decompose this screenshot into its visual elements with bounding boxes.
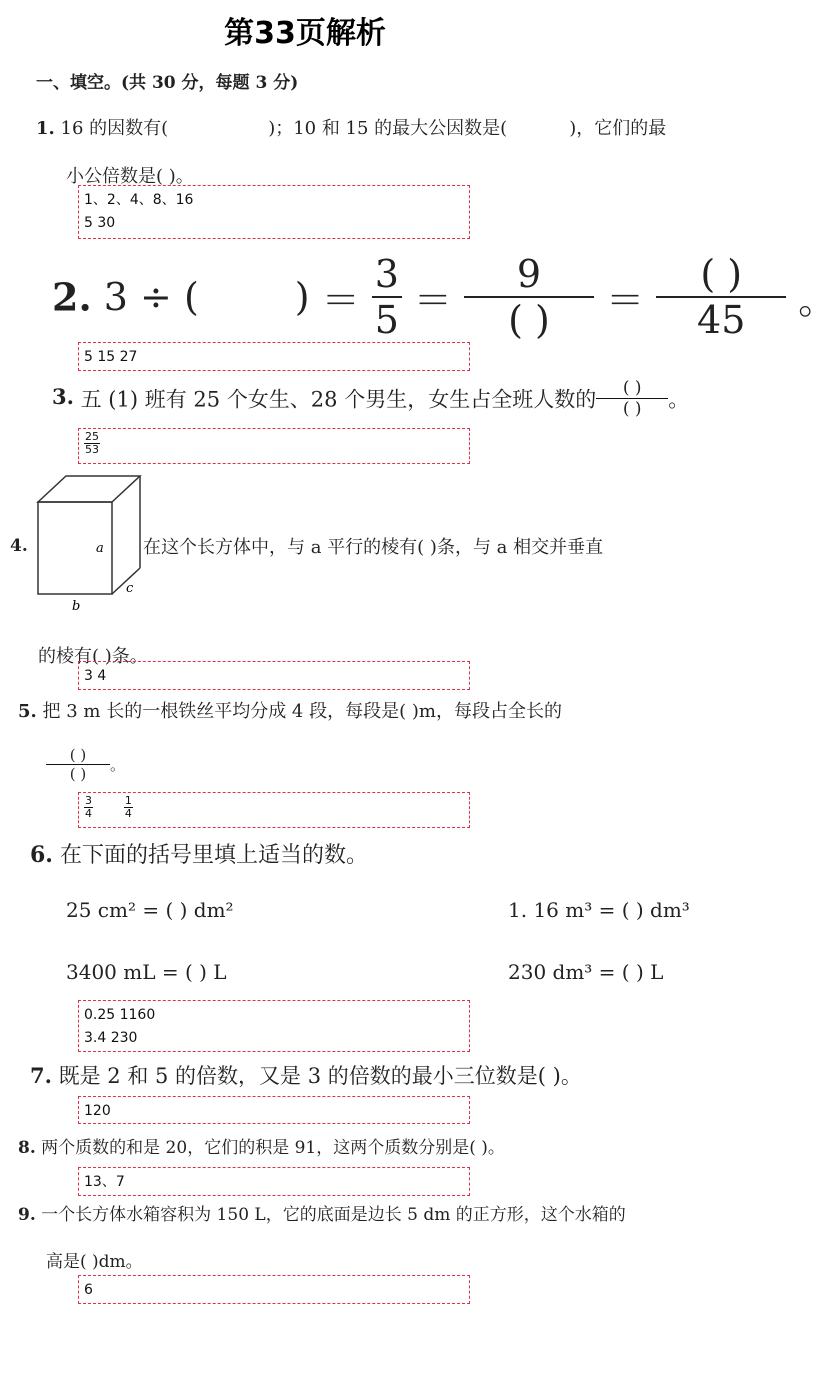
question-8: 8. 两个质数的和是 20，它们的积是 91，这两个质数分别是( )。 bbox=[18, 1138, 505, 1158]
question-2-equation: 2. 3 ÷ ( ) ＝ $\frac{3}{5}$ ＝ 9 ( ) ＝ ( ) 45 。 bbox=[52, 252, 836, 342]
question-4-line2: 的棱有( )条。 bbox=[38, 646, 148, 667]
cuboid-figure bbox=[32, 472, 144, 612]
question-1-number: 1. bbox=[36, 118, 55, 139]
question-6: 6. 在下面的括号里填上适当的数。 bbox=[30, 842, 368, 868]
question-5-number: 5. bbox=[18, 701, 37, 722]
answer-box-6: 0.25 1160 3.4 230 bbox=[78, 1000, 470, 1052]
answer-box-2: 5 15 27 bbox=[78, 342, 470, 371]
answer-box-7: 120 bbox=[78, 1096, 470, 1124]
question-2-fraction-3: ( ) 45 bbox=[656, 252, 786, 342]
question-4-line1: 在这个长方体中，与 a 平行的棱有( )条，与 a 相交并垂直 bbox=[143, 537, 604, 558]
question-9-line2: 高是( )dm。 bbox=[46, 1252, 143, 1272]
question-7-number: 7. bbox=[30, 1063, 52, 1088]
question-2-fraction-2: 9 ( ) bbox=[464, 252, 594, 342]
question-1-line1: 1. 16 的因数有( )；10 和 15 的最大公因数是( )，它们的最 bbox=[36, 118, 667, 139]
question-4-number: 4. bbox=[10, 536, 28, 556]
answer-3-fraction: $\frac{25}{53}$ bbox=[85, 430, 99, 456]
question-9-line1: 9. 一个长方体水箱容积为 150 L，它的底面是边长 5 dm 的正方形，这个水箱的 bbox=[18, 1205, 626, 1225]
question-3-fraction: $\frac{( )}{( )}$ bbox=[596, 378, 668, 419]
question-2-number: 2. bbox=[52, 274, 92, 320]
answer-box-8: 13、7 bbox=[78, 1167, 470, 1196]
question-6-item-3: 3400 mL = ( ) L bbox=[66, 960, 227, 984]
answer-5-fraction-1: $\frac{3}{4}$ bbox=[85, 794, 92, 820]
answer-5-fraction-2: $\frac{1}{4}$ bbox=[124, 794, 132, 820]
label-b: b bbox=[72, 599, 81, 614]
question-6-number: 6. bbox=[30, 842, 53, 868]
question-1-line2: 小公倍数是( )。 bbox=[66, 166, 194, 187]
question-6-item-4: 230 dm³ = ( ) L bbox=[508, 960, 664, 984]
question-6-item-2: 1. 16 m³ = ( ) dm³ bbox=[508, 898, 690, 922]
label-a: a bbox=[96, 541, 104, 556]
question-9-number: 9. bbox=[18, 1205, 36, 1225]
section-header: 一、填空。(共 30 分，每题 3 分) bbox=[36, 73, 299, 93]
page-title: 第33页解析 bbox=[224, 16, 386, 51]
question-5-line2: $\frac{( )}{( )}$ 。 bbox=[46, 746, 125, 783]
question-2-fraction-1: $\frac{3}{5}$ bbox=[372, 252, 402, 342]
question-7: 7. 既是 2 和 5 的倍数，又是 3 的倍数的最小三位数是( )。 bbox=[30, 1063, 582, 1088]
answer-box-9: 6 bbox=[78, 1275, 470, 1304]
answer-box-5 bbox=[78, 792, 470, 828]
question-3: 3. 五 (1) 班有 25 个女生、28 个男生，女生占全班人数的 $\frac{( )}{( )}$ 。 bbox=[52, 378, 690, 419]
question-3-number: 3. bbox=[52, 384, 74, 409]
question-8-number: 8. bbox=[18, 1138, 36, 1158]
answer-box-3 bbox=[78, 428, 470, 464]
question-5-fraction: $\frac{( )}{( )}$ bbox=[46, 746, 110, 783]
answer-box-1: 1、2、4、8、16 5 30 bbox=[78, 185, 470, 239]
label-c: c bbox=[126, 581, 134, 596]
question-6-item-1: 25 cm² = ( ) dm² bbox=[66, 898, 234, 922]
answer-box-4: 3 4 bbox=[78, 661, 470, 690]
question-5-line1: 5. 把 3 m 长的一根铁丝平均分成 4 段，每段是( )m，每段占全长的 bbox=[18, 701, 562, 722]
